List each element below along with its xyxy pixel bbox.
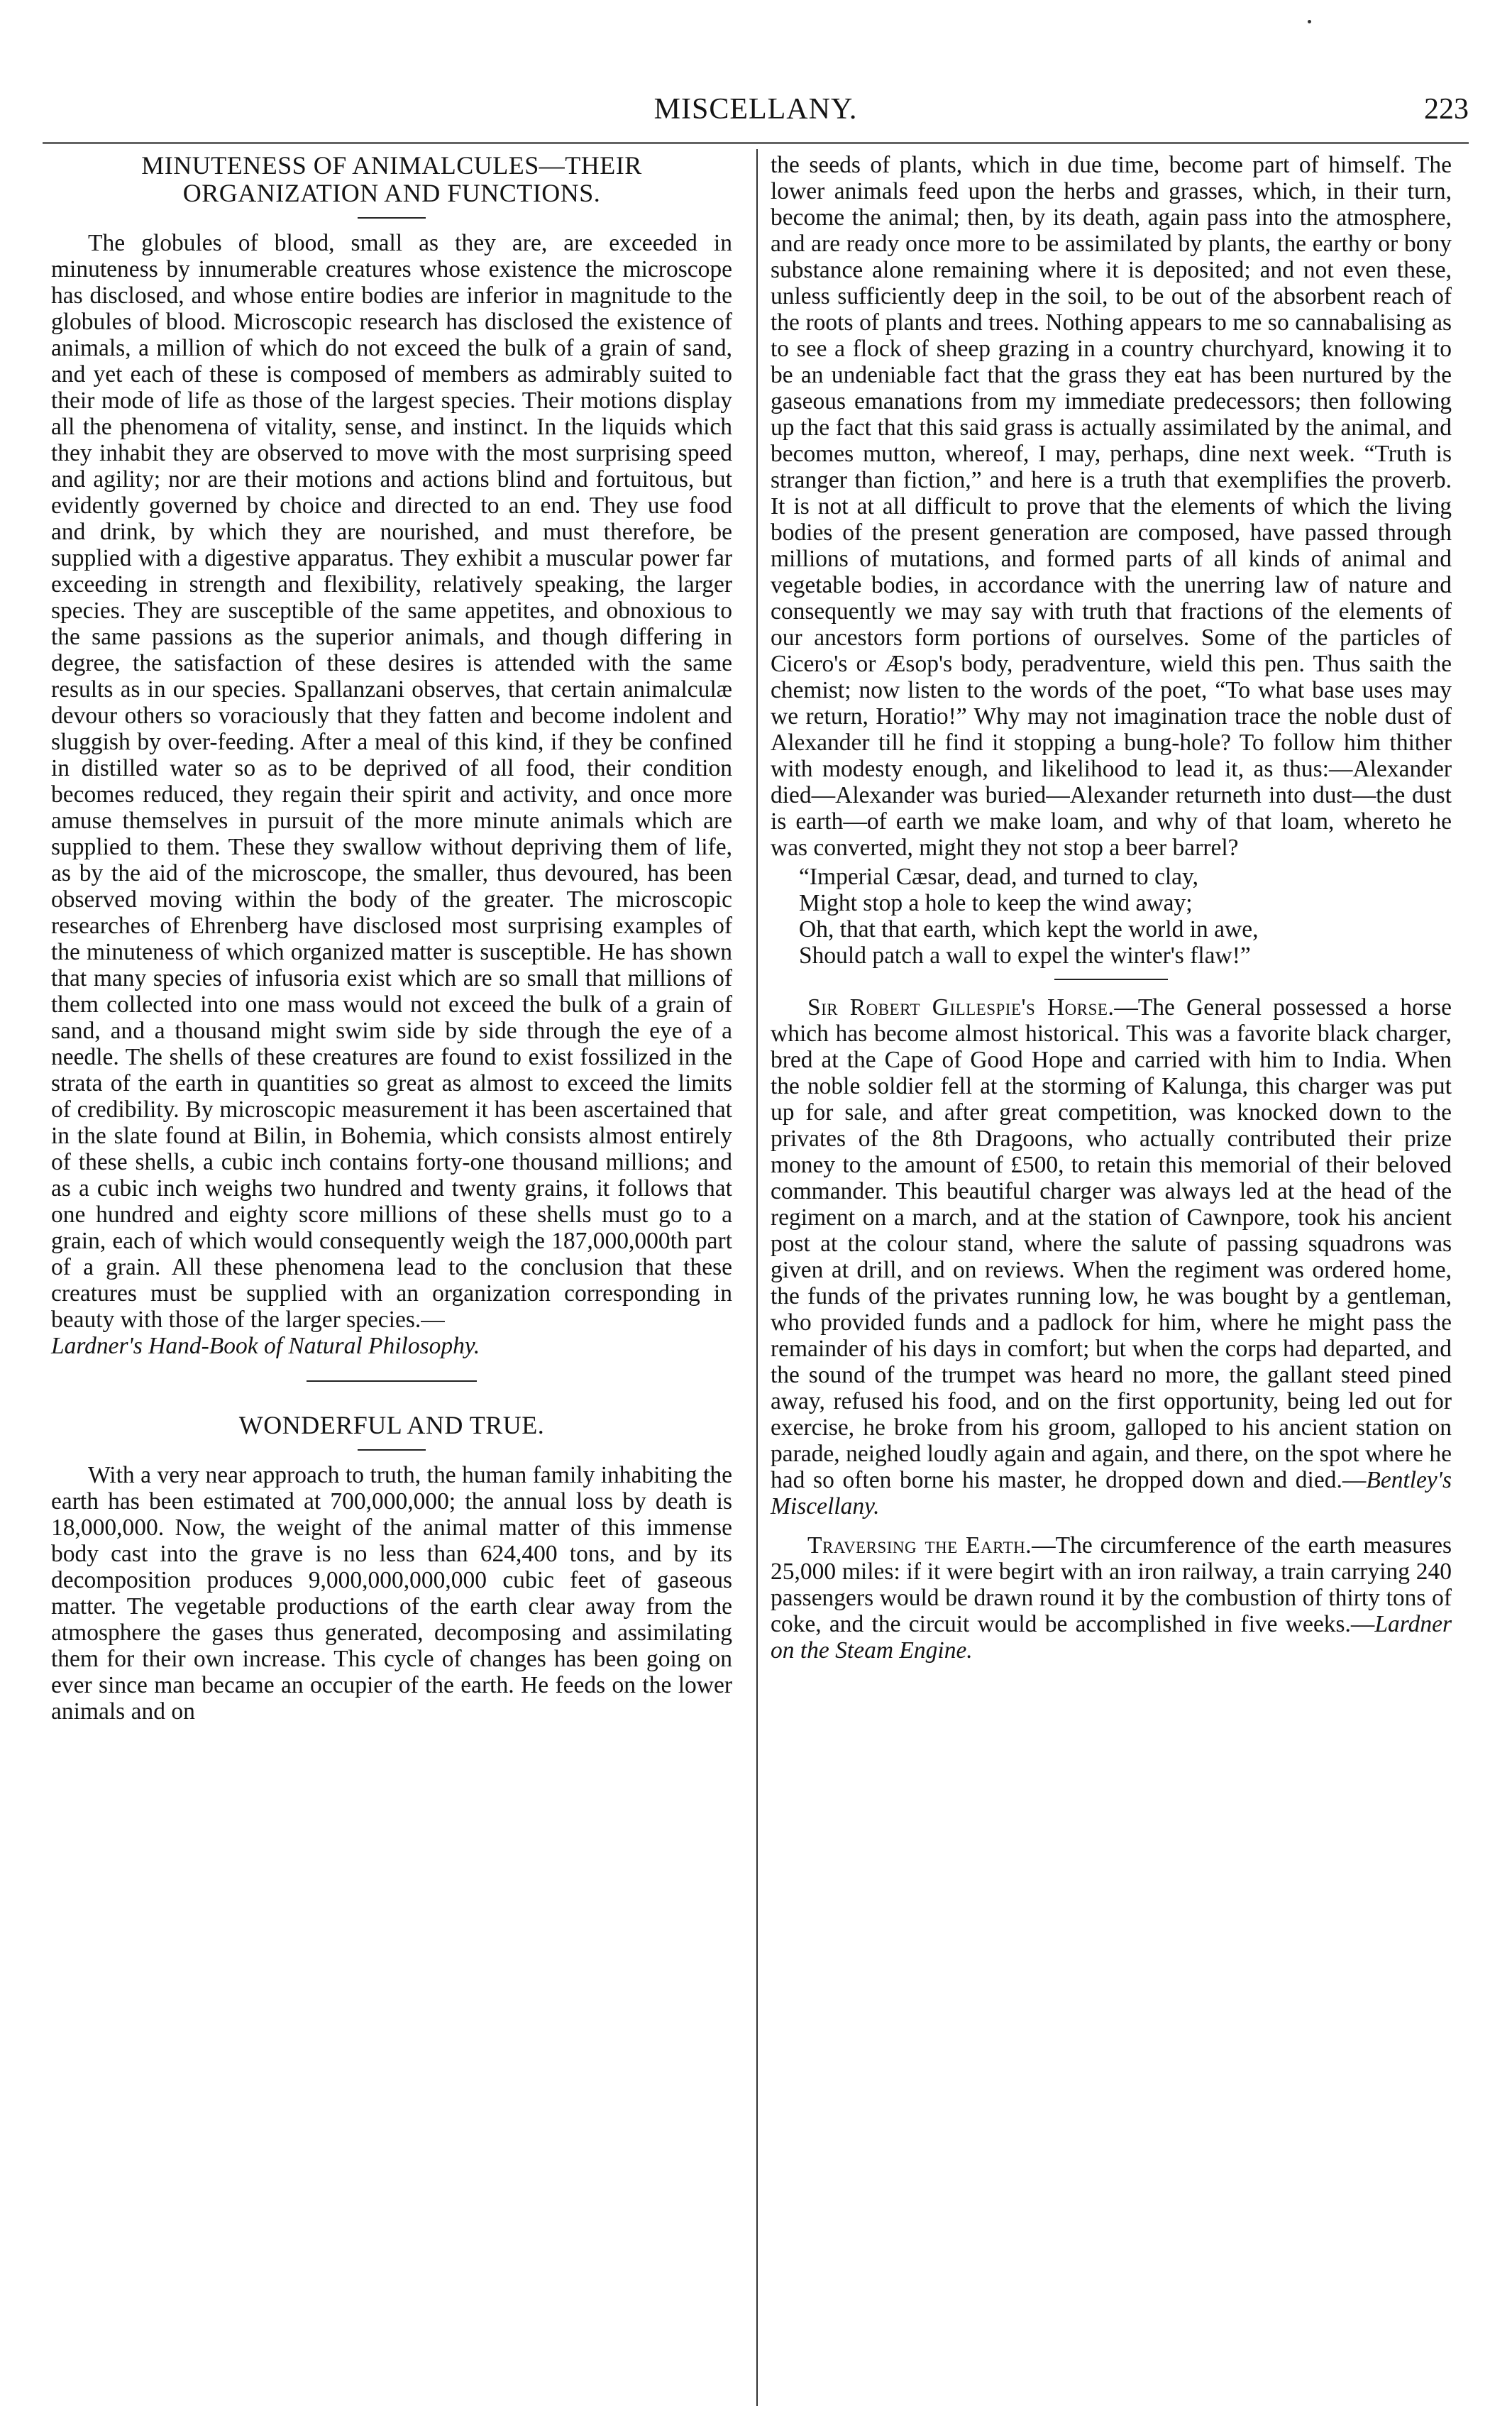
- header-rule: [43, 142, 1469, 144]
- article-wonderful-and-true-continued: [771, 152, 1452, 969]
- lead-in-title: Traversing the Earth.: [807, 1532, 1032, 1559]
- left-column: [51, 152, 732, 1725]
- body-text: —The General possessed a horse which has become almost historical. This was a favorite black charger, bred at the Cape of Good Hope and carried with him to India. When the noble soldier fell at the storming of Kalunga, this charger was put up for sale, and after great competition, was knocked down to the privates of the 8th Dragoons, who actually contributed their prize money to the amount of £500, to retain this memorial of their beloved commander. This beautiful charger was always led at the head of the regiment on a march, and at the station of Cawnpore, took his ancient post at the colour stand, where the salute of passing squadrons was given at drill, and on reviews. When the regiment was ordered home, the funds of the privates running low, he was bought by a gentleman, who provided funds and a padlock for him, where he might pass the remainder of his days in comfort; but when the corps had departed, and the sound of the trumpet was heard no more, the gallant steed pined away, refused his food, and on the first opportunity, being led out for exercise, he broke from his groom, galloped to his ancient station on parade, neighed loudly again and again, and there, on the spot where he had so often borne his master, he dropped down and died.—: [771, 994, 1452, 1493]
- verse-line: “Imperial Cæsar, dead, and turned to clay,: [799, 864, 1198, 890]
- verse-line: Might stop a hole to keep the wind away;: [799, 890, 1193, 916]
- page-number: 223: [1424, 93, 1469, 126]
- heading-rule: [358, 217, 426, 219]
- heading-rule: [358, 1449, 426, 1451]
- verse-line: Oh, that that earth, which kept the world in awe,: [799, 916, 1259, 942]
- article-heading: MINUTENESS OF ANIMALCULES—THEIR ORGANIZATION AND FUNCTIONS.: [141, 151, 642, 207]
- ink-speck: [1308, 20, 1311, 23]
- article-gillespie-horse: [771, 994, 1452, 1519]
- verse-quotation: [799, 864, 1452, 969]
- article-traversing-earth: [771, 1532, 1452, 1664]
- column-divider: [756, 149, 758, 2406]
- verse-line: Should patch a wall to expel the winter's flaw!”: [799, 942, 1251, 969]
- article-body: [771, 994, 1452, 1519]
- article-separator: [307, 1380, 477, 1382]
- article-body: With a very near approach to truth, the human family inhabiting the earth has been estimated at 700,000,000; the annual loss by death is 18,000,000. Now, the weight of the animal matter of this immense body cast into the grave is no less than 624,400 tons, and by its decomposition produces 9,000,000,000,000 cubic feet of gaseous matter. The vegetable productions of the earth clear away from the atmosphere the gases thus generated, decomposing and assimilating them for their own increase. This cycle of changes has been going on ever since man became an occupier of the earth. He feeds on the lower animals and on: [51, 1462, 732, 1725]
- article-body-continued: the seeds of plants, which in due time, become part of himself. The lower animals feed upon the herbs and grasses, which, in their turn, become the animal; then, by its death, again pass into the atmosphere, and are ready once more to be assimilated by plants, the earthy or bony substance alone remaining where it is deposited; and not even these, unless sufficiently deep in the soil, to be out of the absorbent reach of the roots of plants and trees. Nothing appears to me so cannabalising as to see a flock of sheep grazing in a country churchyard, knowing it to be an undeniable fact that the grass they eat has been nurtured by the gaseous emanations from my immediate predecessors; then following up the fact that this said grass is actually assimilated by the animal, and becomes mutton, whereof, I may, perhaps, dine next week. “Truth is stranger than fiction,” and here is a truth that exemplifies the proverb. It is not at all difficult to prove that the elements of which the living bodies of the present generation are composed, have passed through millions of mutations, and formed parts of all kinds of animal and vegetable bodies, in accordance with the unerring law of nature and consequently we may say with truth that fractions of the elements of our ancestors form portions of ourselves. Some of the particles of Cicero's or Æsop's body, peradventure, wield this pen. Thus saith the chemist; now listen to the words of the poet, “To what base uses may we return, Horatio!” Why may not imagination trace the noble dust of Alexander till he find it stopping a bung-hole? To follow him thither with modesty enough, and likelihood to lead it, as thus:—Alexander died—Alexander was buried—Alexander returneth into dust—the dust is earth—of earth we make loam, and why of that loam, whereto he was converted, might they not stop a beer barrel?: [771, 152, 1452, 861]
- running-head: [43, 87, 1469, 136]
- article-wonderful-and-true: [51, 1412, 732, 1725]
- source-citation: Lardner's Hand-Book of Natural Philosophy.: [51, 1333, 480, 1359]
- body-text: —The circumference of the earth measures 25,000 miles: if it were begirt with an iron railway, a train carrying 240 passengers would be drawn round it by the combustion of thirty tons of coke, and the circuit would be accomplished in five weeks.—: [771, 1532, 1452, 1637]
- body-text: The globules of blood, small as they are, are exceeded in minuteness by innumerable creatures whose existence the microscope has disclosed, and whose entire bodies are inferior in magnitude to the globules of blood. Microscopic research has disclosed the existence of animals, a million of which do not exceed the bulk of a grain of sand, and yet each of these is composed of members as admirably suited to their mode of life as those of the largest species. Their motions display all the phenomena of vitality, sense, and instinct. In the liquids which they inhabit they are observed to move with the most surprising speed and agility; nor are their motions and actions blind and fortuitous, but evidently governed by choice and directed to an end. They use food and drink, by which they are nourished, and must therefore, be supplied with a digestive apparatus. They exhibit a muscular power far exceeding in strength and flexibility, relatively speaking, the larger species. They are susceptible of the same appetites, and obnoxious to the same passions as the superior animals, and though differing in degree, the satisfaction of these desires is attended with the same results as in our species. Spallanzani observes, that certain animalculæ devour others so voraciously that they fatten and become indolent and sluggish by over-feeding. After a meal of this kind, if they be confined in distilled water so as to be deprived of all food, their condition becomes reduced, they regain their spirit and activity, and once more amuse themselves in pursuit of the more minute animals which are supplied to them. These they swallow without depriving them of life, as by the aid of the microscope, the smaller, thus devoured, has been observed moving within the body of the greater. The microscopic researches of Ehrenberg have disclosed most surprising examples of the minuteness of which organized matter is susceptible. He has shown that many species of infusoria exist which are so small that millions of them collected into one mass would not exceed the bulk of a grain of sand, and a thousand might swim side by side through the eye of a needle. The shells of these creatures are found to exist fossilized in the strata of the earth in quantities so great as almost to exceed the limits of credibility. By microscopic measurement it has been ascertained that in the slate found at Bilin, in Bohemia, which consists almost entirely of these shells, a cubic inch contains forty-one thousand millions; and as a cubic inch weighs two hundred and twenty grains, it follows that one hundred and eighty score millions of these shells must go to a grain, each of which would consequently weigh the 187,000,000th part of a grain. All these phenomena lead to the conclusion that these creatures must be supplied with an organization corresponding in beauty with those of the larger species.—: [51, 230, 732, 1333]
- article-separator: [1054, 979, 1168, 980]
- lead-in-title: Sir Robert Gillespie's Horse.: [807, 994, 1115, 1021]
- article-animalcules: [51, 152, 732, 1359]
- source-citation: Bentley's Miscellany.: [771, 1467, 1452, 1519]
- paragraph-gap: [771, 1519, 1452, 1532]
- article-body: [771, 1532, 1452, 1664]
- article-body: [51, 230, 732, 1359]
- running-title: MISCELLANY.: [653, 93, 858, 126]
- source-citation: Lardner on the Steam Engine.: [771, 1611, 1452, 1664]
- right-column: [771, 152, 1452, 1664]
- article-heading: WONDERFUL AND TRUE.: [238, 1411, 545, 1439]
